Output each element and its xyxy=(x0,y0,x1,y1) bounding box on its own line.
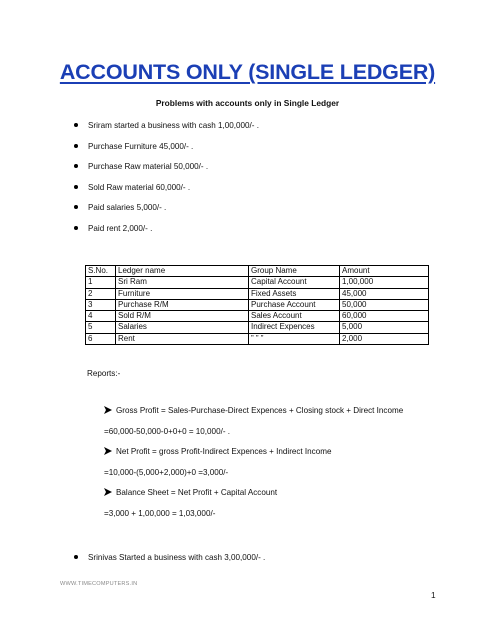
table-cell: Sold R/M xyxy=(116,311,249,322)
table-row xyxy=(86,277,429,288)
table-cell: 5 xyxy=(86,322,116,333)
table-cell: Rent xyxy=(116,333,249,344)
report-text: Net Profit = gross Profit-Indirect Expences + Indirect Income xyxy=(116,447,332,457)
table-row xyxy=(86,288,429,299)
table-cell: Fixed Assets xyxy=(249,288,340,299)
list-item xyxy=(74,202,259,223)
table-cell: 4 xyxy=(86,311,116,322)
table-header-row xyxy=(86,266,429,277)
list-item xyxy=(74,552,265,563)
table-cell: 50,000 xyxy=(340,299,429,310)
list-item xyxy=(74,141,259,162)
bullet-list xyxy=(74,120,259,244)
ledger-table xyxy=(85,265,429,345)
list-item-text: Sriram started a business with cash 1,00,000/- . xyxy=(88,121,259,130)
table-cell: Capital Account xyxy=(249,277,340,288)
table-cell: 1,00,000 xyxy=(340,277,429,288)
table-cell: 5,000 xyxy=(340,322,429,333)
list-item-text: Sold Raw material 60,000/- . xyxy=(88,182,191,192)
report-text: =10,000-(5,000+2,000)+0 =3,000/- xyxy=(104,467,229,477)
bullet-icon xyxy=(74,144,78,148)
footer-website: WWW.TIMECOMPUTERS.IN xyxy=(60,581,138,587)
report-text: Balance Sheet = Net Profit + Capital Account xyxy=(116,488,278,498)
column-header-group-name: Group Name xyxy=(249,266,340,277)
list-item xyxy=(74,182,259,203)
table-cell: 2 xyxy=(86,288,116,299)
column-header-sno: S.No. xyxy=(86,266,116,277)
table-row xyxy=(86,311,429,322)
arrowhead-bullet-icon xyxy=(104,446,112,455)
table-cell: 60,000 xyxy=(340,311,429,322)
table-cell: Indirect Expences xyxy=(249,322,340,333)
table-cell: 1 xyxy=(86,277,116,288)
list-item-text: Paid salaries 5,000/- . xyxy=(88,203,167,213)
table-cell: 2,000 xyxy=(340,333,429,344)
list-item xyxy=(74,120,259,141)
table-cell: Salaries xyxy=(116,322,249,333)
list-item-text: Purchase Furniture 45,000/- . xyxy=(88,141,194,151)
column-header-amount: Amount xyxy=(340,266,429,277)
column-header-ledger-name: Ledger name xyxy=(116,266,249,277)
page-title: ACCOUNTS ONLY (SINGLE LEDGER) xyxy=(59,60,436,84)
arrowhead-bullet-icon xyxy=(104,487,112,496)
bullet-icon xyxy=(74,205,78,209)
bullet-icon xyxy=(74,123,78,127)
bullet-icon xyxy=(74,226,78,230)
reports-label: Reports:- xyxy=(87,369,121,378)
bullet-icon xyxy=(74,555,78,559)
bullet-icon xyxy=(74,185,78,189)
list-item-text: Srinivas Started a business with cash 3,00,000/- . xyxy=(88,553,266,562)
table-cell: 45,000 xyxy=(340,288,429,299)
page-subtitle: Problems with accounts only in Single Ledger xyxy=(155,98,340,108)
table-cell: Furniture xyxy=(116,288,249,299)
list-item xyxy=(74,161,259,182)
table-row xyxy=(86,333,429,344)
table-cell: 6 xyxy=(86,333,116,344)
bullet-icon xyxy=(74,164,78,168)
list-item-text: Paid rent 2,000/- . xyxy=(88,223,153,233)
report-text: =3,000 + 1,00,000 = 1,03,000/- xyxy=(104,508,216,518)
table-row xyxy=(86,299,429,310)
table-cell: Sales Account xyxy=(249,311,340,322)
table-cell: Purchase R/M xyxy=(116,299,249,310)
report-text: =60,000-50,000-0+0+0 = 10,000/- . xyxy=(104,426,231,436)
table-row xyxy=(86,322,429,333)
table-cell: Sri Ram xyxy=(116,277,249,288)
table-cell: Purchase Account xyxy=(249,299,340,310)
report-text: Gross Profit = Sales-Purchase-Direct Expences + Closing stock + Direct Income xyxy=(116,406,404,415)
page-number: 1 xyxy=(431,590,436,600)
table-cell: 3 xyxy=(86,299,116,310)
arrowhead-bullet-icon xyxy=(104,405,112,414)
list-item xyxy=(74,223,259,244)
list-item-text: Purchase Raw material 50,000/- . xyxy=(88,162,209,172)
table-cell: ” ” ” xyxy=(249,333,340,344)
